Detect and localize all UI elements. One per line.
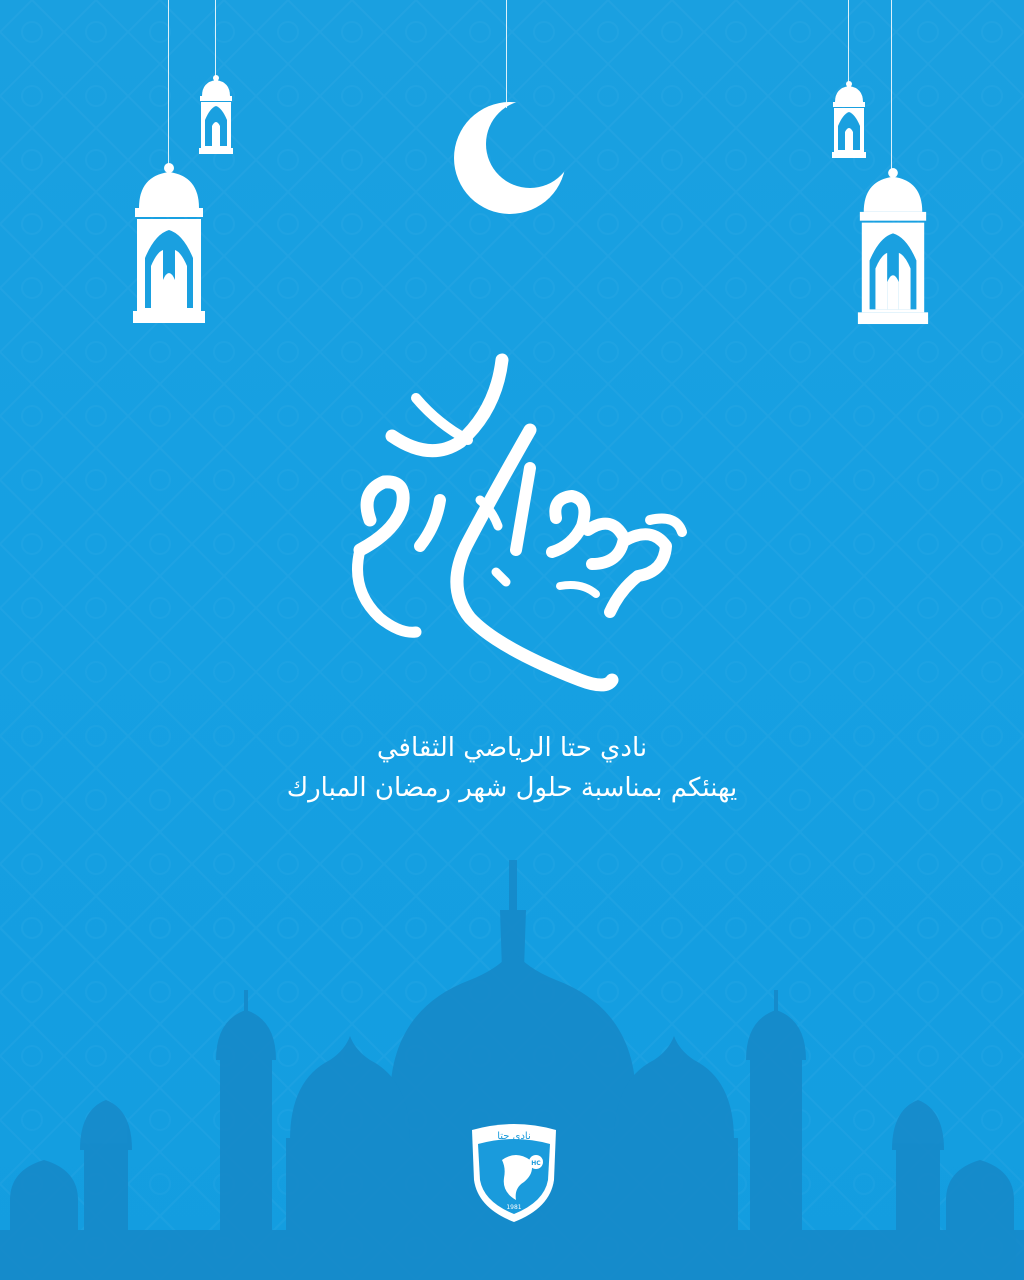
svg-text:نادي حتا: نادي حتا <box>497 1131 531 1142</box>
svg-text:1981: 1981 <box>506 1204 522 1211</box>
lantern-icon <box>854 166 932 328</box>
club-name-line: نادي حتا الرياضي الثقافي <box>376 733 648 763</box>
club-crest-logo <box>466 1120 562 1224</box>
svg-text:HC: HC <box>531 1160 541 1167</box>
lantern-string <box>168 0 169 170</box>
crescent-moon-icon <box>452 100 572 220</box>
lantern-icon <box>829 80 869 160</box>
ramadan-kareem-calligraphy <box>320 350 700 710</box>
lantern-string <box>891 0 892 172</box>
lantern-string <box>848 0 849 85</box>
lantern-icon <box>196 74 236 156</box>
greeting-message <box>212 728 812 808</box>
greeting-line: يهنئكم بمناسبة حلول شهر رمضان المبارك <box>286 773 738 803</box>
moon-string <box>506 0 507 108</box>
lantern-icon <box>129 162 209 326</box>
lantern-string <box>215 0 216 80</box>
